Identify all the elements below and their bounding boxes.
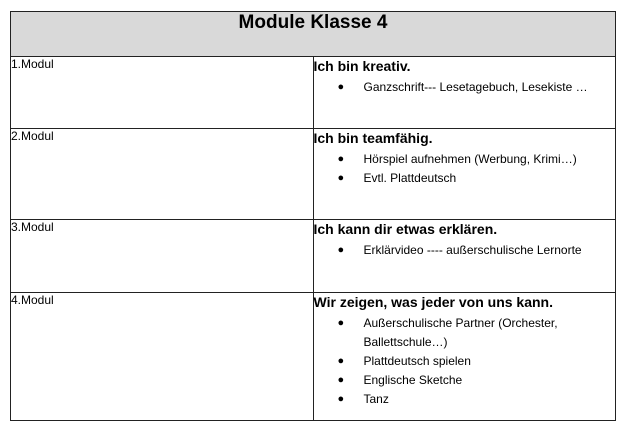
table-row (11, 220, 616, 293)
module-heading: Wir zeigen, was jeder von uns kann. (313, 294, 553, 310)
bullet-list (314, 314, 616, 409)
module-label: 1.Modul (11, 57, 314, 129)
module-label: 3.Modul (11, 220, 314, 293)
list-item-text: Plattdeutsch spielen (363, 354, 471, 368)
bullet-list (314, 78, 616, 97)
list-item-text: Erklärvideo ---- außerschulische Lernorte (363, 243, 582, 257)
list-item-text: Ganzschrift--- Lesetagebuch, Lesekiste … (363, 80, 588, 94)
bullet-icon: ● (337, 81, 345, 93)
list-item (338, 352, 616, 371)
module-content (313, 220, 616, 293)
module-label: 4.Modul (11, 293, 314, 421)
list-item (338, 390, 616, 409)
list-item-text: Hörspiel aufnehmen (Werbung, Krimi…) (363, 152, 577, 166)
module-heading: Ich bin teamfähig. (313, 130, 433, 146)
title-row (11, 12, 616, 57)
bullet-icon: ● (337, 153, 345, 165)
bullet-list (314, 241, 616, 260)
module-content (313, 57, 616, 129)
table-row (11, 129, 616, 220)
list-item (338, 169, 616, 188)
list-item-text: Außerschulische Partner (Orchester, Ballettschule…) (363, 316, 558, 349)
bullet-list (314, 150, 616, 188)
bullet-icon: ● (337, 355, 345, 367)
list-item (338, 150, 616, 169)
bullet-icon: ● (337, 172, 345, 184)
list-item-text: Evtl. Plattdeutsch (363, 171, 457, 185)
bullet-icon: ● (337, 374, 345, 386)
table-row (11, 293, 616, 421)
module-content (313, 293, 616, 421)
table-row (11, 57, 616, 129)
bullet-icon: ● (337, 317, 345, 329)
module-content (313, 129, 616, 220)
list-item (338, 314, 616, 352)
list-item-text: Englische Sketche (363, 373, 463, 387)
list-item (338, 78, 616, 97)
list-item-text: Tanz (363, 392, 389, 406)
list-item (338, 241, 616, 260)
bullet-icon: ● (337, 244, 345, 256)
bullet-icon: ● (337, 393, 345, 405)
table-title: Module Klasse 4 (11, 12, 616, 57)
module-label: 2.Modul (11, 129, 314, 220)
module-heading: Ich bin kreativ. (313, 58, 411, 74)
module-heading: Ich kann dir etwas erklären. (313, 221, 498, 237)
module-table (10, 11, 616, 421)
list-item (338, 371, 616, 390)
